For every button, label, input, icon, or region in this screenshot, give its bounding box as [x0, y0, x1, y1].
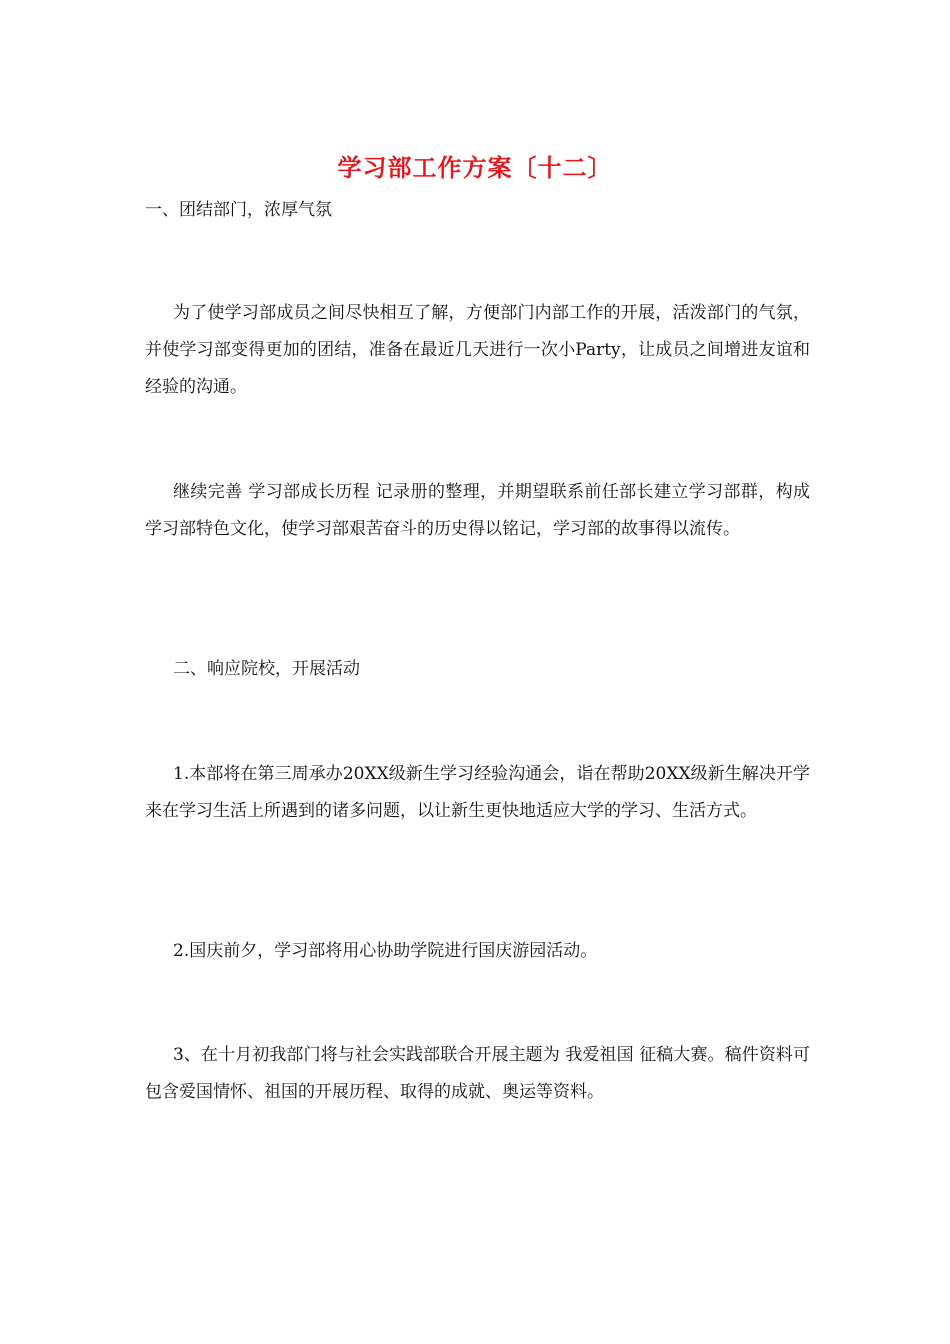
paragraph-2: 继续完善 学习部成长历程 记录册的整理，并期望联系前任部长建立学习部群，构成学习部特色文化，使学习部艰苦奋斗的历史得以铭记，学习部的故事得以流传。: [145, 482, 810, 539]
list-item-3: 3、在十月初我部门将与社会实践部联合开展主题为 我爱祖国 征稿大赛。稿件资料可包含爱国情怀、祖国的开展历程、取得的成就、奥运等资料。: [145, 1045, 810, 1102]
list-item-2: 2.国庆前夕，学习部将用心协助学院进行国庆游园活动。: [173, 941, 598, 961]
section-2-heading: 二、响应院校，开展活动: [173, 659, 360, 679]
paragraph-1: 为了使学习部成员之间尽快相互了解，方便部门内部工作的开展，活泼部门的气氛，并使学习部变得更加的团结，准备在最近几天进行一次小Party，让成员之间增进友谊和经验的沟通。: [145, 303, 810, 397]
document-title: 学习部工作方案〔十二〕: [337, 153, 613, 182]
list-item-1: 1.本部将在第三周承办20XX级新生学习经验沟通会，诣在帮助20XX级新生解决开学来在学习生活上所遇到的诸多问题，以让新生更快地适应大学的学习、生活方式。: [145, 764, 810, 821]
section-1-heading: 一、团结部门，浓厚气氛: [145, 200, 332, 220]
